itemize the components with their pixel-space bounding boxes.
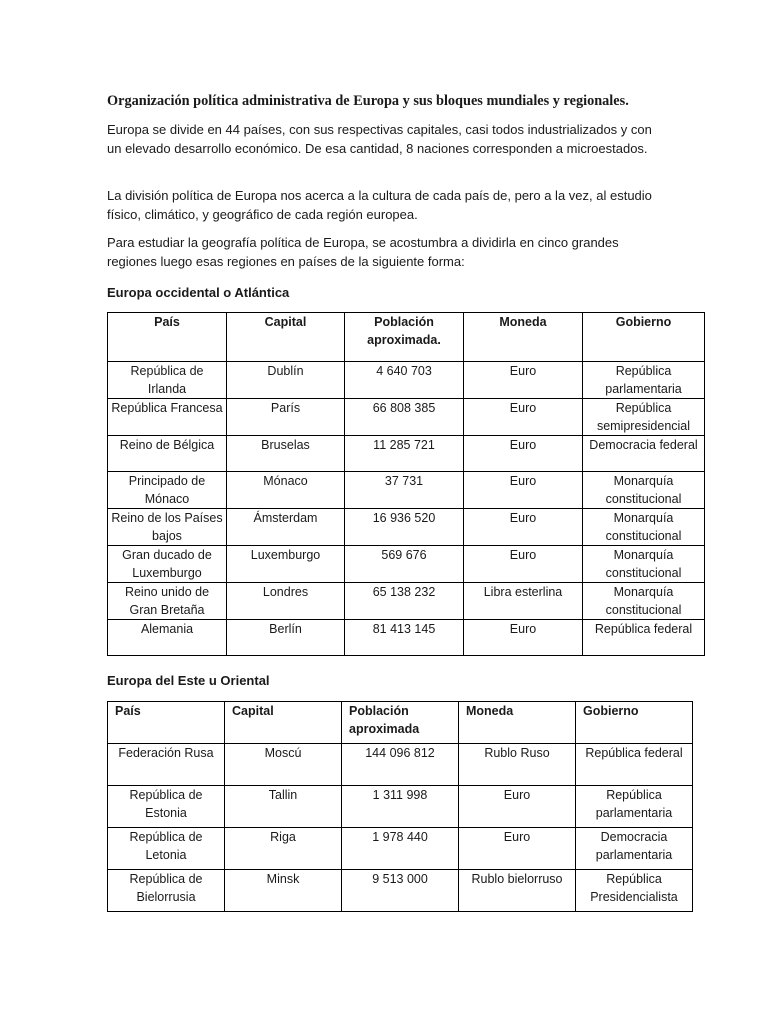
header-country: País xyxy=(108,313,227,362)
cell-currency: Euro xyxy=(464,436,583,472)
cell-capital: Mónaco xyxy=(227,472,345,509)
cell-population: 37 731 xyxy=(345,472,464,509)
cell-population: 65 138 232 xyxy=(345,583,464,620)
cell-country: República de Estonia xyxy=(108,786,225,828)
cell-currency: Libra esterlina xyxy=(464,583,583,620)
cell-government: Democracia federal xyxy=(583,436,705,472)
eastern-europe-heading: Europa del Este u Oriental xyxy=(107,673,270,688)
cell-government: República parlamentaria xyxy=(583,362,705,399)
header-population: Población aproximada xyxy=(342,702,459,744)
table-row xyxy=(108,362,705,399)
table-row xyxy=(108,828,693,870)
cell-government: Monarquía constitucional xyxy=(583,509,705,546)
cell-currency: Euro xyxy=(464,472,583,509)
cell-government: República federal xyxy=(583,620,705,656)
table-row xyxy=(108,472,705,509)
header-population: Población aproximada. xyxy=(345,313,464,362)
cell-currency: Euro xyxy=(459,828,576,870)
paragraph-division: La división política de Europa nos acerca a la cultura de cada país de, pero a la vez, al estudio físico, climático, y geográfico de cada región europea. xyxy=(107,188,652,222)
header-government: Gobierno xyxy=(576,702,693,744)
cell-government: Monarquía constitucional xyxy=(583,583,705,620)
cell-country: República Francesa xyxy=(108,399,227,436)
header-country: País xyxy=(108,702,225,744)
header-currency: Moneda xyxy=(464,313,583,362)
cell-country: Gran ducado de Luxemburgo xyxy=(108,546,227,583)
table-row xyxy=(108,583,705,620)
cell-capital: Dublín xyxy=(227,362,345,399)
cell-capital: Berlín xyxy=(227,620,345,656)
cell-capital: Luxemburgo xyxy=(227,546,345,583)
cell-country: Reino unido de Gran Bretaña xyxy=(108,583,227,620)
table-header-row xyxy=(108,702,693,744)
cell-currency: Rublo bielorruso xyxy=(459,870,576,912)
cell-country: República de Letonia xyxy=(108,828,225,870)
cell-population: 569 676 xyxy=(345,546,464,583)
table-row xyxy=(108,870,693,912)
cell-capital: Moscú xyxy=(225,744,342,786)
western-europe-heading: Europa occidental o Atlántica xyxy=(107,285,290,300)
header-capital: Capital xyxy=(227,313,345,362)
table-row xyxy=(108,786,693,828)
table-row xyxy=(108,744,693,786)
paragraph-regions: Para estudiar la geografía política de Europa, se acostumbra a dividirla en cinco grandes regiones luego esas regiones en países de la siguiente forma: xyxy=(107,235,619,269)
cell-capital: Tallin xyxy=(225,786,342,828)
header-currency: Moneda xyxy=(459,702,576,744)
cell-capital: Londres xyxy=(227,583,345,620)
cell-currency: Euro xyxy=(464,362,583,399)
table-header-row xyxy=(108,313,705,362)
cell-country: Reino de los Países bajos xyxy=(108,509,227,546)
header-government: Gobierno xyxy=(583,313,705,362)
table-row xyxy=(108,399,705,436)
cell-government: República semipresidencial xyxy=(583,399,705,436)
table-row xyxy=(108,546,705,583)
cell-government: Monarquía constitucional xyxy=(583,546,705,583)
cell-population: 11 285 721 xyxy=(345,436,464,472)
cell-government: Democracia parlamentaria xyxy=(576,828,693,870)
cell-population: 144 096 812 xyxy=(342,744,459,786)
cell-currency: Euro xyxy=(464,546,583,583)
cell-government: República federal xyxy=(576,744,693,786)
cell-population: 16 936 520 xyxy=(345,509,464,546)
cell-currency: Euro xyxy=(459,786,576,828)
cell-country: República de Irlanda xyxy=(108,362,227,399)
cell-capital: Ámsterdam xyxy=(227,509,345,546)
table-row xyxy=(108,436,705,472)
cell-population: 66 808 385 xyxy=(345,399,464,436)
header-capital: Capital xyxy=(225,702,342,744)
cell-capital: París xyxy=(227,399,345,436)
cell-currency: Euro xyxy=(464,399,583,436)
cell-country: Reino de Bélgica xyxy=(108,436,227,472)
cell-government: República parlamentaria xyxy=(576,786,693,828)
cell-population: 9 513 000 xyxy=(342,870,459,912)
cell-currency: Rublo Ruso xyxy=(459,744,576,786)
document-title: Organización política administrativa de Europa y sus bloques mundiales y regionales. xyxy=(107,93,629,109)
cell-capital: Riga xyxy=(225,828,342,870)
cell-population: 1 978 440 xyxy=(342,828,459,870)
table-row xyxy=(108,620,705,656)
cell-country: Federación Rusa xyxy=(108,744,225,786)
paragraph-intro: Europa se divide en 44 países, con sus respectivas capitales, casi todos industrializados y con un elevado desarrollo económico. De esa cantidad, 8 naciones corresponden a microestados. xyxy=(107,122,652,156)
cell-government: República Presidencialista xyxy=(576,870,693,912)
cell-population: 81 413 145 xyxy=(345,620,464,656)
cell-currency: Euro xyxy=(464,509,583,546)
eastern-europe-table xyxy=(107,701,693,912)
cell-population: 4 640 703 xyxy=(345,362,464,399)
cell-population: 1 311 998 xyxy=(342,786,459,828)
cell-currency: Euro xyxy=(464,620,583,656)
western-europe-table xyxy=(107,312,705,656)
table-row xyxy=(108,509,705,546)
cell-capital: Bruselas xyxy=(227,436,345,472)
cell-country: Alemania xyxy=(108,620,227,656)
cell-country: República de Bielorrusia xyxy=(108,870,225,912)
cell-government: Monarquía constitucional xyxy=(583,472,705,509)
cell-capital: Minsk xyxy=(225,870,342,912)
cell-country: Principado de Mónaco xyxy=(108,472,227,509)
